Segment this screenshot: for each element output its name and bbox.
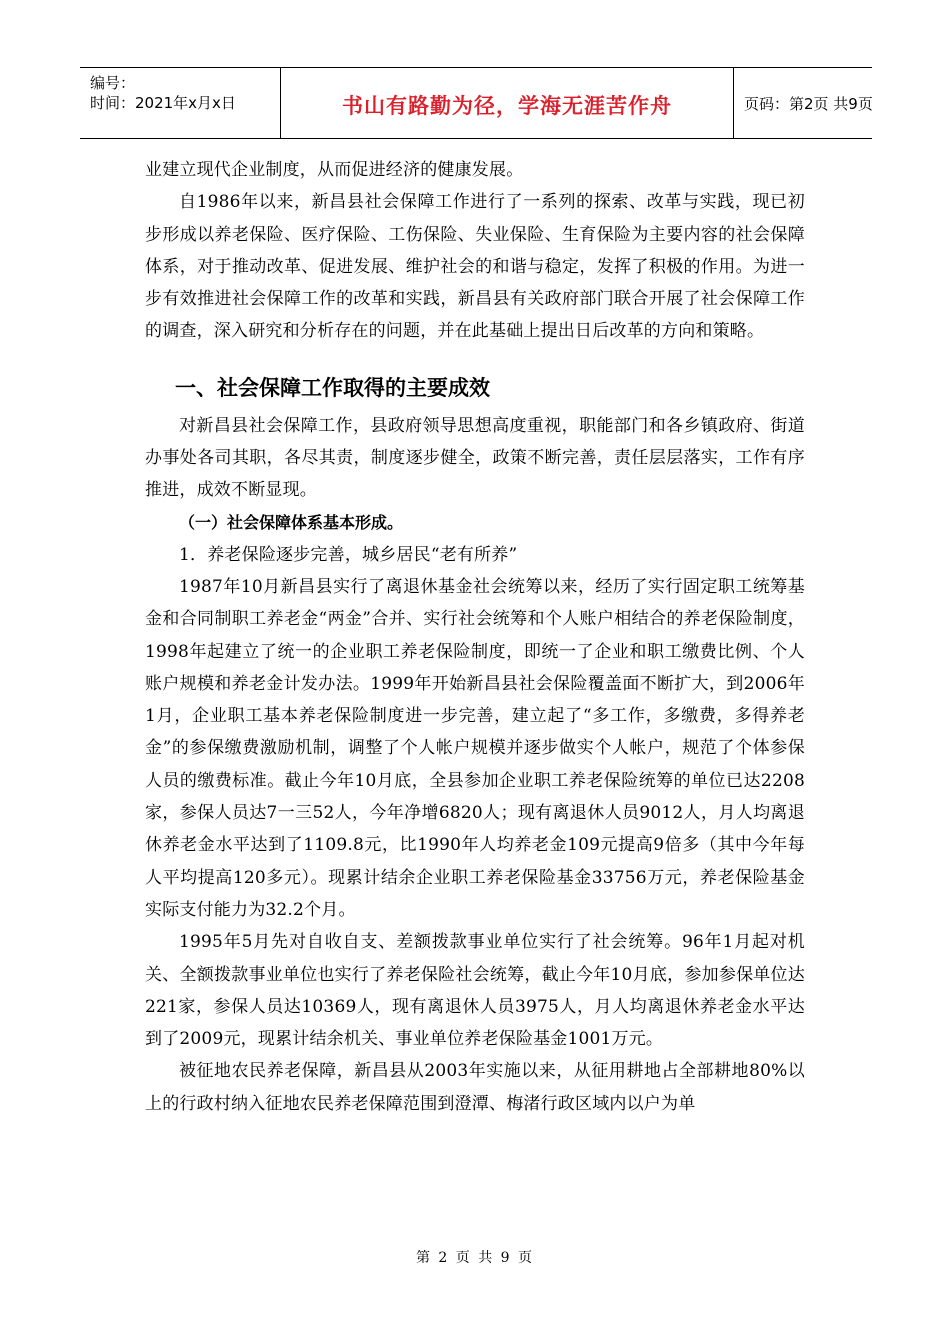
paragraph-2: 自1986年以来，新昌县社会保障工作进行了一系列的探索、改革与实践，现已初步形成以养老保险、医疗保险、工伤保险、失业保险、生育保险为主要内容的社会保障体系，对于推动改革、促进发展、维护社会的和谐与稳定，发挥了积极的作用。为进一步有效推进社会保障工作的改革和实践，新昌县有关政府部门联合开展了社会保障工作的调查，深入研究和分析存在的问题，并在此基础上提出日后改革的方向和策略。 bbox=[145, 192, 805, 342]
page-footer: 第 2 页 共 9 页 bbox=[415, 1250, 535, 1266]
paragraph-5: 1995年5月先对自收自支、差额拨款事业单位实行了社会统筹。96年1月起对机关、全额拨款事业单位也实行了养老保险社会统筹，截止今年10月底，参加参保单位达221家，参保人员达10369人，现有离退休人员3975人，月人均离退休养老金水平达到了2009元，现累计结余机关、事业单位养老保险基金1001万元。 bbox=[145, 932, 805, 1050]
paragraph-1: 业建立现代企业制度，从而促进经济的健康发展。 bbox=[145, 160, 524, 180]
page-header bbox=[80, 67, 872, 139]
sub-item-heading: 1．养老保险逐步完善，城乡居民“老有所养” bbox=[179, 544, 518, 565]
paragraph-6: 被征地农民养老保障，新昌县从2003年实施以来，从征用耕地占全部耕地80%以上的行政村纳入征地农民养老保障范围到澄潭、梅渚行政区域内以户为单 bbox=[145, 1061, 805, 1114]
serial-label: 编号： bbox=[90, 74, 136, 92]
subsection-heading: （一）社会保障体系基本形成。 bbox=[179, 512, 404, 532]
document-body bbox=[145, 154, 805, 1120]
header-motto-cell bbox=[281, 68, 734, 138]
section-heading: 一、社会保障工作取得的主要成效 bbox=[175, 375, 490, 400]
time-label: 时间：2021年x月x日 bbox=[90, 94, 236, 112]
paragraph-4: 1987年10月新昌县实行了离退休基金社会统筹以来，经历了实行固定职工统筹基金和合同制职工养老金“两金”合并、实行社会统筹和个人账户相结合的养老保险制度，1998年起建立了统一的企业职工养老保险制度，即统一了企业和职工缴费比例、个人账户规模和养老金计发办法。1999年开始新昌县社会保险覆盖面不断扩大，到2006年1月，企业职工基本养老保险制度进一步完善，建立起了“多工作，多缴费，多得养老金”的参保缴费激励机制，调整了个人帐户规模并逐步做实个人帐户，规范了个体参保人员的缴费标准。截止今年10月底，全县参加企业职工养老保险统筹的单位已达2208家，参保人员达7一三52人，今年净增6820人；现有离退休人员9012人，月人均离退休养老金水平达到了1109.8元，比1990年人均养老金109元提高9倍多（其中今年每人平均提高120多元）。现累计结余企业职工养老保险基金33756万元，养老保险基金实际支付能力为32.2个月。 bbox=[145, 576, 805, 920]
paragraph-3: 对新昌县社会保障工作，县政府领导思想高度重视，职能部门和各乡镇政府、街道办事处各司其职，各尽其责，制度逐步健全，政策不断完善，责任层层落实，工作有序推进，成效不断显现。 bbox=[145, 415, 805, 501]
header-info-cell bbox=[80, 68, 281, 138]
page-info: 页码：第2页 共9页 bbox=[744, 95, 873, 113]
motto-text: 书山有路勤为径，学海无涯苦作舟 bbox=[342, 94, 672, 118]
header-page-cell bbox=[734, 68, 872, 138]
